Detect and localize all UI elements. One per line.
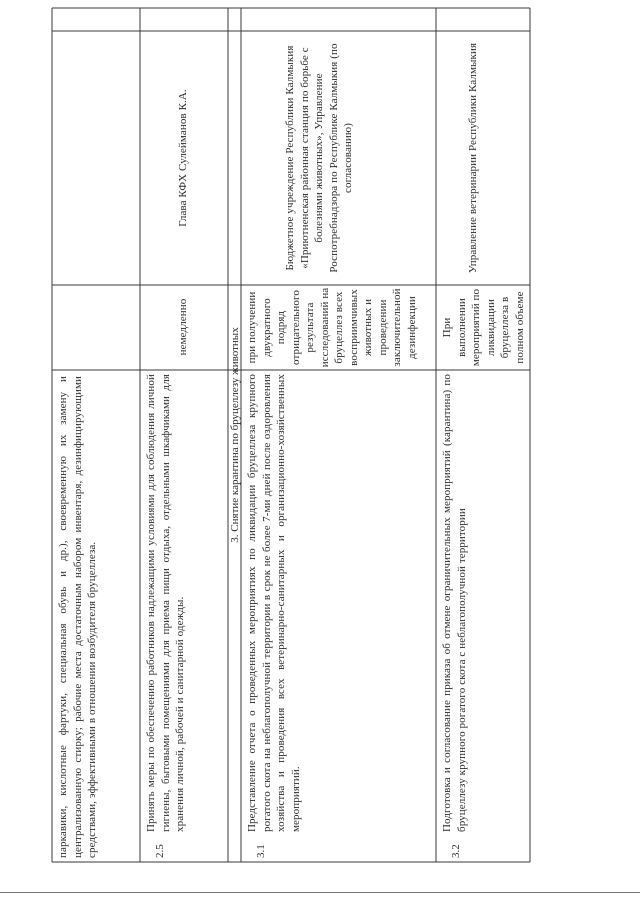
activity-text: Принять меры по обеспечению работников надлежащими условиями для соблюдения личной гигиены, бытовыми помещениями для приема пищи отдыха, отдельными шкафчиками для хранения личной, рабочей и санитарной одежды. [145, 374, 187, 832]
responsible-text: Бюджетное учреждение Республики Калмыкия «Приютненская районная станция по борьбе с болезнями животных», Управление Роспотребнадзора по Республике Калмыкия (по согласованию) [284, 43, 355, 273]
section-header-cell [229, 10, 241, 860]
activity-text: паркавики, кислотные фартуки, специальная обувь и др.), своевременную их замену и централизованную стирку; рабочие места достаточным набором инвентаря, дезинфицирующими средствами, эффективными в отношении возбудителя бруцеллеза. [57, 376, 99, 858]
responsible-text: Управление ветеринарии Республики Калмыкия [467, 42, 479, 274]
row-number: 2.5 [154, 844, 166, 858]
row-2-5-deadline [142, 287, 226, 368]
deadline-text: При выполнении мероприятий по ликвидации бруцеллеза в полном объеме [441, 288, 526, 367]
row-2-5-number [142, 834, 226, 860]
deadline-text: немедленно [177, 298, 189, 356]
row-number: 3.1 [255, 844, 267, 858]
row-2-5-responsible [142, 33, 226, 283]
row-3-1-activity [243, 370, 434, 834]
scan-edge-line [0, 892, 640, 893]
row-3-2-responsible [438, 33, 528, 283]
row-3-2-number [438, 834, 528, 860]
row-3-1-deadline [243, 287, 434, 368]
row-3-2-activity [438, 370, 528, 834]
row-2-5-activity [142, 370, 226, 834]
activity-text: Подготовка и согласование приказа об отмене ограничительных мероприятий (карантина) по бруцеллезу крупного рогатого скота с неблагополучной территории [441, 374, 468, 832]
section-header: 3. Снятие карантина по бруцеллезу животных [229, 327, 241, 543]
activity-text: Представление отчета о проведенных мероприятиях по ликвидации бруцеллеза крупного рогатого скота на неблагополучной территории в срок не более 7-ми дней после оздоровления хозяйства и проведения всех ветеринарно-санитарных и организационно-хозяйственных мероприятий. [246, 374, 302, 832]
row-number: 3.2 [450, 844, 462, 858]
row-3-1-responsible [243, 33, 434, 283]
deadline-text: при получении двукратного подряд отрицательного результата исследований на бруцеллез всех восприимчивых животных и проведении заключительной дезинфекции [246, 287, 418, 368]
responsible-text: Глава КФХ Сулейманов К.А. [177, 89, 189, 227]
row-3-2-deadline [438, 287, 528, 368]
row-continuation-activity [54, 370, 138, 858]
row-3-1-number [243, 834, 434, 860]
